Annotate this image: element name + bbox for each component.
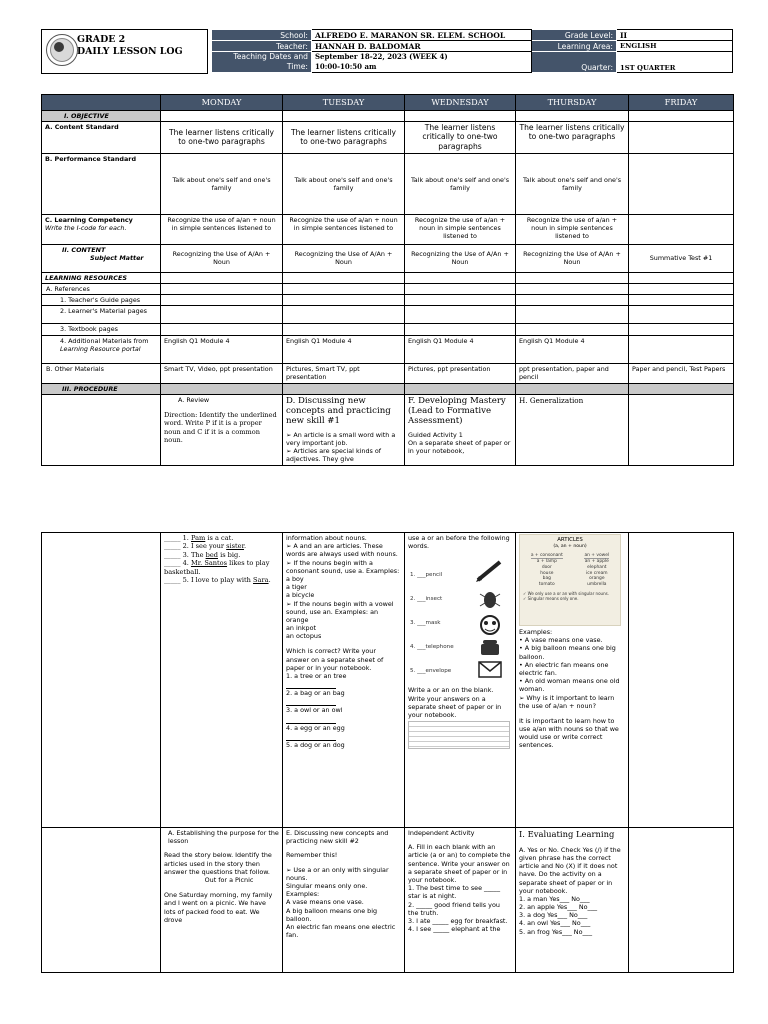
- additional-materials-label: 4. Additional Materials from Learning Resource portal: [42, 335, 161, 363]
- worksheet-thumbnail: [408, 721, 510, 749]
- subject-tue: Recognizing the Use of A/An + Noun: [283, 244, 405, 272]
- area-label: Learning Area:: [532, 41, 617, 52]
- discussion2-tue: E. Discussing new concepts and practicing new skill #2 Remember this! ➢ Use a or an only with singular nouns. Singular means only one. Examples: A vase means one vase. A big balloon means one big balloon. An electric fan means one electric fan.: [283, 828, 405, 973]
- performance-thu: Talk about one's self and one's family: [516, 153, 629, 214]
- review-item-2: _____ 2. I see your sister.: [164, 542, 247, 551]
- insect-icon: [480, 592, 500, 608]
- om-tue: Pictures, Smart TV, ppt presentation: [283, 363, 405, 383]
- lesson-table-1: [41, 94, 734, 466]
- am-mon: English Q1 Module 4: [161, 335, 283, 363]
- corner-cell: [42, 95, 161, 111]
- procedure-heading: III. PROCEDURE: [42, 383, 161, 394]
- content-standard-mon: The learner listens critically to one-two paragraphs: [161, 121, 283, 153]
- content-label: II. CONTENT Subject Matter: [42, 244, 161, 272]
- performance-mon: Talk about one's self and one's family: [161, 153, 283, 214]
- competency-wed: Recognize the use of a/an + noun in simple sentences listened to: [405, 214, 516, 244]
- generalization-thu: ARTICLES (a, an + noun) a + consonant a + lamp door house bag tomato an + vowel an + apple elephant ice cream orange umbrella ✓ We only use a or an with singular nouns. ✓ Singular means only one. Examples: • A vase means one vase. • A big balloon means one big balloon. • An electric fan means one electric fan. • An old woman means one old woman. ➢ Why is it important to learn the use of a/an + noun? It is important to learn how to use a/an with nouns so that we would use or write correct sentences.: [516, 533, 629, 828]
- competency-fri: [629, 214, 734, 244]
- day-thursday: THURSDAY: [516, 95, 629, 111]
- review-items-mon: [161, 533, 283, 828]
- header-info-table: [211, 29, 733, 73]
- title-grade: GRADE 2: [77, 34, 126, 45]
- om-mon: Smart TV, Video, ppt presentation: [161, 363, 283, 383]
- competency-label: C. Learning Competency Write the I-code for each.: [42, 214, 161, 244]
- references-label: A. References: [42, 284, 161, 295]
- telephone-icon: [481, 640, 499, 655]
- resources-heading: LEARNING RESOURCES: [42, 272, 161, 283]
- pencil-icon: [476, 562, 500, 582]
- purpose-mon: A. Establishing the purpose for the lesson Read the story below. Identify the articles used in the story then answer the questions that follow. Out for a Picnic One Saturday morning, my family and I went on a picnic. We have lots of packed food to eat. We drove: [161, 828, 283, 973]
- am-tue: English Q1 Module 4: [283, 335, 405, 363]
- competency-tue: Recognize the use of a/an + noun in simple sentences listened to: [283, 214, 405, 244]
- envelope-icon: [479, 662, 501, 677]
- proc-mastery-wed: F. Developing Mastery (Lead to Formative Assessment) Guided Activity 1 On a separate sheet of paper or in your notebook,: [405, 394, 516, 465]
- deped-seal-icon: [46, 34, 78, 66]
- performance-tue: Talk about one's self and one's family: [283, 153, 405, 214]
- day-wednesday: WEDNESDAY: [405, 95, 516, 111]
- header-title-block: [41, 29, 208, 74]
- school-value: ALFREDO E. MARANON SR. ELEM. SCHOOL: [312, 30, 532, 41]
- independent-activity-wed: Independent Activity A. Fill in each blank with an article (a or an) to complete the sentence. Write your answer on a separate sheet of paper or in your notebook. 1. The best time to see _____ star is at night. 2. _____ good friend tells you the truth. 3. I ate _____ egg for breakfast. 4. I see _____ elephant at the: [405, 828, 516, 973]
- teacher-value: HANNAH D. BALDOMAR: [312, 41, 532, 52]
- lesson-table-2: [41, 532, 734, 973]
- tg-pages-label: 1. Teacher's Guide pages: [42, 295, 161, 306]
- quarter-label: Quarter:: [532, 52, 617, 73]
- grade-value: II: [617, 30, 733, 41]
- lm-pages-label: 2. Learner's Material pages: [42, 306, 161, 324]
- day-friday: FRIDAY: [629, 95, 734, 111]
- review-item-5: _____ 5. I love to play with Sara.: [164, 576, 271, 585]
- object-drawings: [474, 554, 506, 682]
- articles-chart: ARTICLES (a, an + noun) a + consonant a + lamp door house bag tomato an + vowel an + apple elephant ice cream orange umbrella ✓ We only use a or an with singular nouns. ✓ Singular means only one.: [519, 534, 621, 626]
- quarter-value: 1ST QUARTER: [617, 52, 733, 73]
- subject-thu: Recognizing the Use of A/An + Noun: [516, 244, 629, 272]
- other-materials-label: B. Other Materials: [42, 363, 161, 383]
- mask-icon: [481, 616, 499, 634]
- performance-standard-label: B. Performance Standard: [42, 153, 161, 214]
- content-standard-thu: The learner listens critically to one-two paragraphs: [516, 121, 629, 153]
- competency-mon: Recognize the use of a/an + noun in simple sentences listened to: [161, 214, 283, 244]
- om-thu: ppt presentation, paper and pencil: [516, 363, 629, 383]
- evaluation-thu: I. Evaluating Learning A. Yes or No. Check Yes (/) if the given phrase has the correct article and No (X) if it does not have. Do the activity on a separate sheet of paper or in your notebook. 1. a man Yes___ No___ 2. an apple Yes___ No___ 3. a dog Yes___ No___ 4. an owl Yes___ No___ 5. an frog Yes___ No___: [516, 828, 629, 973]
- day-tuesday: TUESDAY: [283, 95, 405, 111]
- competency-thu: Recognize the use of a/an + noun in simple sentences listened to: [516, 214, 629, 244]
- proc-generalization-thu: H. Generalization: [516, 394, 629, 465]
- review-item-1: _____ 1. Pam is a cat.: [164, 534, 234, 542]
- subject-fri: Summative Test #1: [629, 244, 734, 272]
- om-wed: Pictures, ppt presentation: [405, 363, 516, 383]
- am-wed: English Q1 Module 4: [405, 335, 516, 363]
- doc-title: [77, 34, 183, 58]
- review-item-3: _____ 3. The bed is big.: [164, 550, 241, 559]
- guided-activity-wed: use a or an before the following words. 1. ___pencil 2. ___insect 3. ___mask 4. ___telephone 5. ___envelope Write a or an on the blank. Write your answers on a separate sheet of paper or in your notebook.: [405, 533, 516, 828]
- teacher-label: Teacher:: [212, 41, 312, 52]
- proc-discuss-tue: D. Discussing new concepts and practicing new skill #1 ➢ An article is a small word with a very important job. ➢ Articles are special kinds of adjectives. They give: [283, 394, 405, 465]
- am-thu: English Q1 Module 4: [516, 335, 629, 363]
- dates-label: Teaching Dates and Time:: [212, 52, 312, 73]
- review-item-4: _____ 4. Mr. Santos likes to play basketball.: [164, 559, 270, 576]
- performance-wed: Talk about one's self and one's family: [405, 153, 516, 214]
- performance-fri: [629, 153, 734, 214]
- subject-wed: Recognizing the Use of A/An + Noun: [405, 244, 516, 272]
- dates-value: September 18-22, 2023 (WEEK 4) 10:00-10:50 am: [312, 52, 532, 73]
- objective-heading: I. OBJECTIVE: [42, 110, 161, 121]
- am-fri: [629, 335, 734, 363]
- title-log: DAILY LESSON LOG: [77, 46, 183, 57]
- guided-activity-picture: 1. ___pencil 2. ___insect 3. ___mask 4. ___telephone 5. ___envelope: [408, 554, 512, 682]
- school-label: School:: [212, 30, 312, 41]
- subject-mon: Recognizing the Use of A/An + Noun: [161, 244, 283, 272]
- content-standard-label: A. Content Standard: [42, 121, 161, 153]
- textbook-pages-label: 3. Textbook pages: [42, 324, 161, 335]
- grade-label: Grade Level:: [532, 30, 617, 41]
- content-standard-fri: [629, 121, 734, 153]
- content-standard-tue: The learner listens critically to one-two paragraphs: [283, 121, 405, 153]
- articles-discussion-tue: information about nouns. ➢ A and an are articles. These words are always used with nouns. ➢ If the nouns begin with a consonant sound, use a. Examples: a boy a tiger a bicycle ➢ If the nouns begin with a vowel sound, use an. Examples: an orange an inkpot an octopus Which is correct? Write your answer on a separate sheet of paper or in your notebook. 1. a tree or an tree 2. a bag or an bag 3. a owl or an owl 4. a egg or an egg 5. a dog or an dog: [283, 533, 405, 828]
- day-monday: MONDAY: [161, 95, 283, 111]
- area-value: ENGLISH: [617, 41, 733, 52]
- content-standard-wed: The learner listens critically to one-two paragraphs: [405, 121, 516, 153]
- om-fri: Paper and pencil, Test Papers: [629, 363, 734, 383]
- proc-review-mon: A. Review Direction: Identify the underlined word. Write P if it is a proper noun and C if it is a common noun.: [161, 394, 283, 465]
